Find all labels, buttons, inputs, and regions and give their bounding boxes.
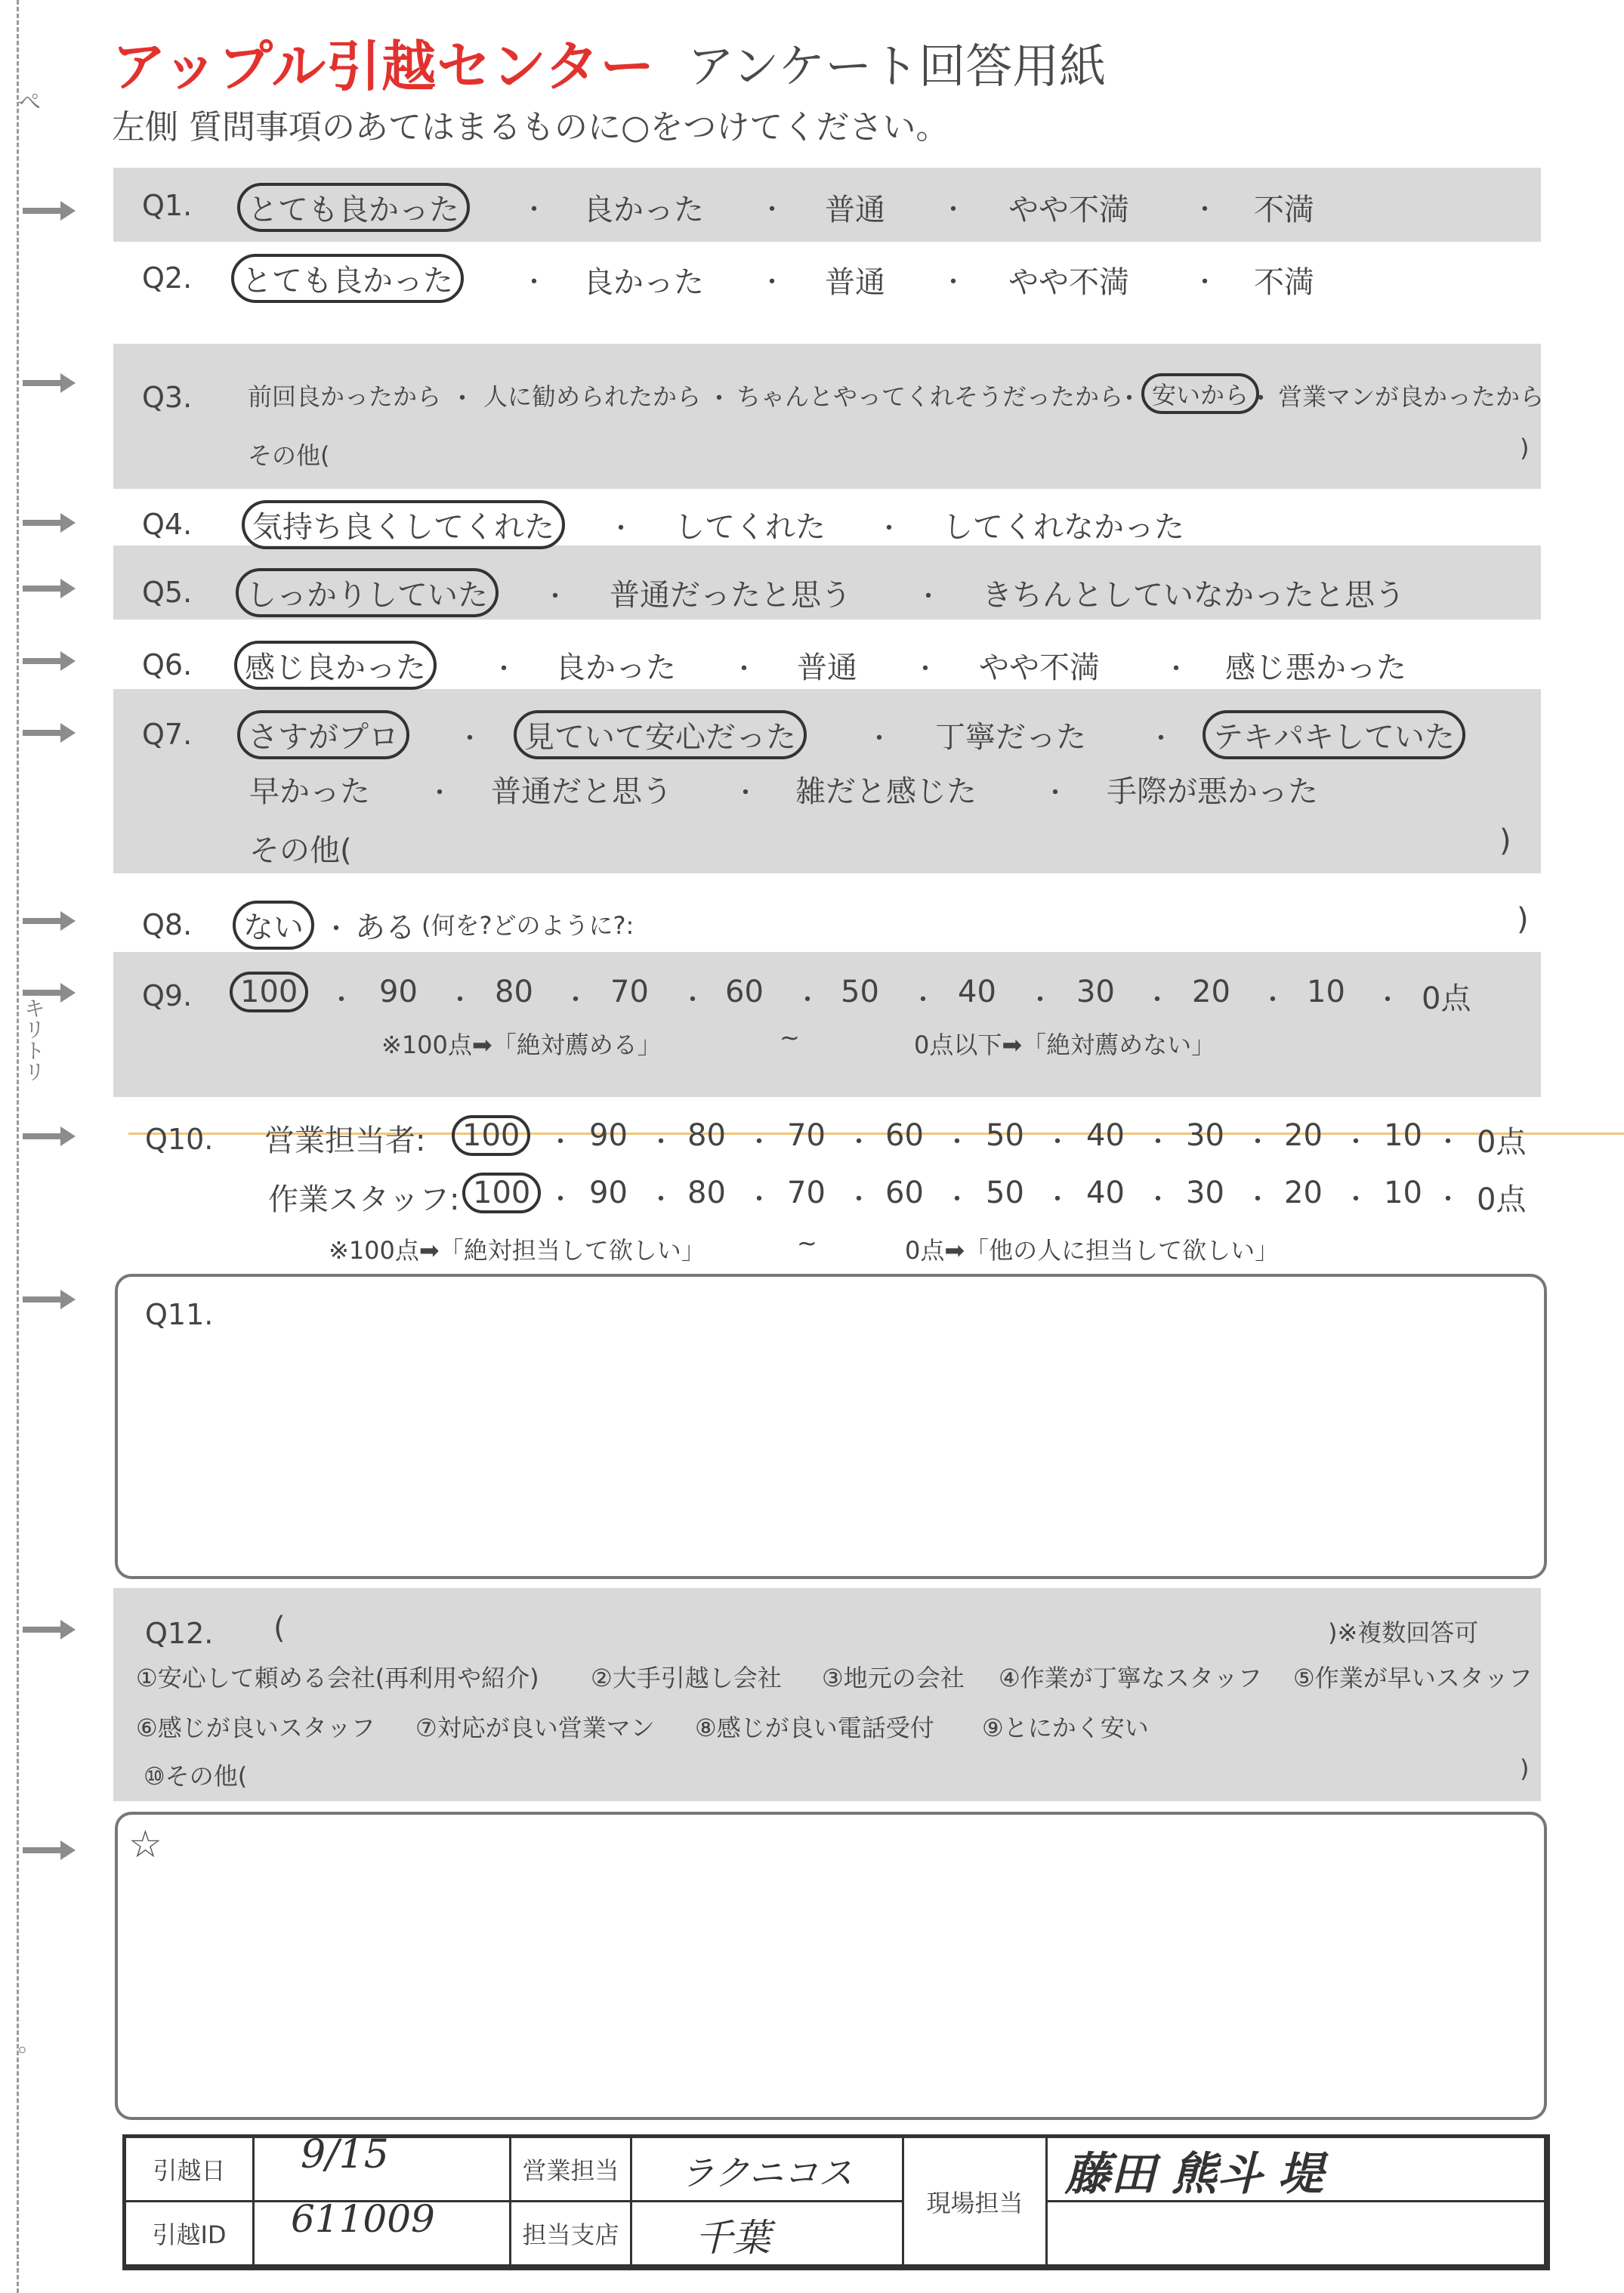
q4-option[interactable]: 気持ち良くしてくれた	[242, 500, 565, 549]
q12-option[interactable]: ⑦対応が良い営業マン	[415, 1714, 655, 1742]
q9-note-left: ※100点➡「絶対薦める」	[381, 1031, 662, 1059]
q7-label: Q7.	[142, 718, 193, 751]
side-mark-bottom: 。	[18, 2031, 41, 2057]
q10-staff-score[interactable]: 100	[462, 1173, 541, 1213]
q9-score[interactable]: 60	[725, 975, 764, 1009]
q10-staff-score[interactable]: 40	[1086, 1176, 1125, 1210]
q12-close-note: )※複数回答可	[1328, 1618, 1479, 1647]
arrow-icon	[23, 518, 76, 528]
q4-option[interactable]: してくれた	[675, 510, 826, 545]
q3-label: Q3.	[142, 381, 193, 414]
q12-option[interactable]: ⑥感じが良いスタッフ	[136, 1714, 375, 1742]
q9-score[interactable]: 30	[1076, 975, 1115, 1009]
q12-label: Q12.	[145, 1617, 214, 1650]
q9-score[interactable]: 0点	[1422, 981, 1471, 1016]
site-cell-2	[1048, 2202, 1546, 2267]
arrow-icon	[23, 987, 76, 998]
star-icon: ☆	[128, 1822, 162, 1866]
q1-option[interactable]: とても良かった	[237, 183, 470, 232]
move-id-value: 611009	[291, 2197, 435, 2241]
q9-score[interactable]: 10	[1307, 975, 1345, 1009]
q10-sales-score[interactable]: 30	[1186, 1118, 1224, 1153]
arrow-icon	[23, 206, 76, 216]
q8-close: )	[1517, 902, 1529, 937]
q7-option[interactable]: 見ていて安心だった	[514, 710, 807, 759]
q1-option[interactable]: 良かった	[583, 193, 704, 227]
q7-other[interactable]: その他(	[249, 833, 352, 868]
q10-staff-score[interactable]: 50	[986, 1176, 1024, 1210]
comment-box[interactable]	[115, 1812, 1547, 2120]
q10-staff-score[interactable]: 90	[589, 1176, 628, 1210]
q12-option[interactable]: ⑩その他(	[144, 1762, 248, 1791]
q2-option[interactable]: 良かった	[583, 265, 704, 300]
q3-option[interactable]: 前回良かったから	[248, 382, 442, 411]
q12-option[interactable]: ④作業が丁寧なスタッフ	[999, 1664, 1262, 1692]
q10-sales-score[interactable]: 90	[589, 1118, 628, 1153]
q1-option[interactable]: やや不満	[1008, 193, 1129, 227]
perforation-line	[17, 0, 19, 2293]
q11-label: Q11.	[145, 1298, 214, 1331]
branch-value: 千葉	[695, 2216, 770, 2260]
q1-option[interactable]: 普通	[825, 193, 885, 227]
side-mark-top: ぺ	[18, 89, 41, 116]
q9-score[interactable]: 70	[610, 975, 649, 1009]
q5-option[interactable]: 普通だったと思う	[610, 578, 851, 613]
q9-score[interactable]: 50	[841, 975, 879, 1009]
q7-option[interactable]: 手際が悪かった	[1107, 774, 1318, 809]
q5-option[interactable]: きちんとしていなかったと思う	[982, 578, 1405, 613]
site-label: 現場担当	[904, 2138, 1048, 2267]
arrow-icon	[23, 1845, 76, 1856]
q9-score[interactable]: 90	[379, 975, 418, 1009]
q8-option[interactable]: ある	[355, 910, 415, 945]
q10-note-right: 0点➡「他の人に担当して欲しい」	[905, 1236, 1280, 1265]
q7-option[interactable]: 早かった	[249, 774, 370, 809]
q4-label: Q4.	[142, 508, 193, 541]
q6-option[interactable]: 感じ良かった	[234, 641, 437, 690]
q7-option[interactable]: 普通だと思う	[491, 774, 672, 809]
q7-option[interactable]: テキパキしていた	[1203, 710, 1465, 759]
q10-sales-score[interactable]: 20	[1284, 1118, 1323, 1153]
q12-option[interactable]: ③地元の会社	[822, 1664, 965, 1692]
move-date-label: 引越日	[126, 2138, 255, 2202]
q9-score[interactable]: 20	[1192, 975, 1230, 1009]
q6-option[interactable]: 良かった	[555, 651, 676, 685]
q2-option[interactable]: 普通	[825, 265, 885, 300]
q10-sales-score[interactable]: 50	[986, 1118, 1024, 1153]
q11-answer-box[interactable]	[115, 1274, 1547, 1579]
q12-option[interactable]: ⑧感じが良い電話受付	[695, 1714, 934, 1742]
arrow-icon	[23, 656, 76, 666]
sales-label: 営業担当	[511, 2138, 632, 2202]
q6-option[interactable]: 感じ悪かった	[1225, 651, 1406, 685]
q7-other-close: )	[1499, 824, 1511, 858]
q9-note-right: 0点以下➡「絶対薦めない」	[914, 1031, 1216, 1059]
band-q12	[113, 1588, 1541, 1801]
company-title: アップル引越センター	[112, 35, 656, 98]
q10-sales-score[interactable]: 80	[687, 1118, 726, 1153]
q10-sales-label: 営業担当者:	[264, 1123, 426, 1158]
q10-note-left: ※100点➡「絶対担当して欲しい」	[329, 1236, 705, 1265]
q10-staff-score[interactable]: 60	[885, 1176, 924, 1210]
q12-option[interactable]: ①安心して頼める会社(再利用や紹介)	[136, 1664, 539, 1692]
q9-label: Q9.	[142, 979, 193, 1012]
q9-score[interactable]: 80	[495, 975, 533, 1009]
q10-sales-score[interactable]: 100	[452, 1115, 530, 1156]
q8-option[interactable]: ない	[233, 901, 314, 950]
q3-option[interactable]: 人に勧められたから	[483, 382, 702, 411]
q10-sales-score[interactable]: 70	[787, 1118, 826, 1153]
arrow-icon	[23, 583, 76, 594]
arrow-icon	[23, 1624, 76, 1635]
q12-option[interactable]: ②大手引越し会社	[591, 1664, 782, 1692]
q12-option[interactable]: ⑨とにかく安い	[982, 1714, 1149, 1742]
q6-label: Q6.	[142, 648, 193, 681]
q4-option[interactable]: してくれなかった	[943, 510, 1184, 545]
site-value: 藤田 熊斗 堤	[1065, 2148, 1323, 2201]
q7-option[interactable]: 丁寧だった	[935, 720, 1086, 755]
q10-staff-label: 作業スタッフ:	[268, 1182, 460, 1217]
q3-option[interactable]: 安いから	[1141, 373, 1259, 414]
q5-label: Q5.	[142, 576, 193, 609]
q10-staff-score[interactable]: 70	[787, 1176, 826, 1210]
q10-sales-score[interactable]: 40	[1086, 1118, 1125, 1153]
q10-sales-score[interactable]: 10	[1384, 1118, 1422, 1153]
q9-score[interactable]: 40	[958, 975, 996, 1009]
q10-label: Q10.	[145, 1123, 214, 1156]
q12-open-paren: (	[273, 1611, 286, 1646]
move-id-label: 引越ID	[126, 2202, 255, 2267]
arrow-icon	[23, 1131, 76, 1142]
arrow-icon	[23, 1294, 76, 1305]
q10-staff-score[interactable]: 0点	[1477, 1182, 1527, 1217]
branch-label: 担当支店	[511, 2202, 632, 2267]
arrow-icon	[23, 916, 76, 926]
q10-sales-score[interactable]: 60	[885, 1118, 924, 1153]
q9-score[interactable]: 100	[230, 972, 308, 1012]
q10-staff-score[interactable]: 10	[1384, 1176, 1422, 1210]
q8-prompt: (何を?どのように?:	[421, 911, 634, 940]
q1-label: Q1.	[142, 189, 193, 222]
q6-option[interactable]: 普通	[797, 651, 857, 685]
q8-label: Q8.	[142, 908, 193, 941]
q6-option[interactable]: やや不満	[979, 651, 1100, 685]
q7-option[interactable]: 雑だと感じた	[795, 774, 977, 809]
q3-other-close: )	[1520, 434, 1530, 462]
move-date-value: 9/15	[301, 2132, 389, 2177]
q10-sales-score[interactable]: 0点	[1477, 1125, 1527, 1160]
q2-label: Q2.	[142, 261, 193, 295]
q3-other[interactable]: その他(	[248, 441, 330, 470]
q10-staff-score[interactable]: 30	[1186, 1176, 1224, 1210]
q2-option[interactable]: とても良かった	[231, 254, 464, 303]
q10-staff-score[interactable]: 80	[687, 1176, 726, 1210]
q9-note-tilde: ~	[780, 1023, 800, 1052]
q10-note-tilde: ~	[797, 1228, 817, 1257]
q3-option[interactable]: 営業マンが良かったから	[1278, 382, 1545, 411]
q1-option[interactable]: 不満	[1254, 193, 1314, 227]
q12-other-close: )	[1520, 1754, 1530, 1783]
form-subtitle: アンケート回答用紙	[687, 39, 1107, 94]
band-q9	[113, 952, 1541, 1097]
q12-option[interactable]: ⑤作業が早いスタッフ	[1293, 1664, 1533, 1692]
sales-value: ラクニコス	[680, 2152, 854, 2193]
q2-option[interactable]: やや不満	[1008, 265, 1129, 300]
arrow-icon	[23, 378, 76, 388]
side-mark-cut: キリトリ	[21, 997, 46, 1082]
q2-option[interactable]: 不満	[1254, 265, 1314, 300]
q3-option[interactable]: ちゃんとやってくれそうだったから	[736, 382, 1124, 411]
q10-staff-score[interactable]: 20	[1284, 1176, 1323, 1210]
q5-option[interactable]: しっかりしていた	[236, 568, 499, 617]
instruction-text: 左側 質問事項のあてはまるものに○をつけてください。	[112, 108, 949, 147]
arrow-icon	[23, 728, 76, 738]
q7-option[interactable]: さすがプロ	[237, 710, 409, 759]
